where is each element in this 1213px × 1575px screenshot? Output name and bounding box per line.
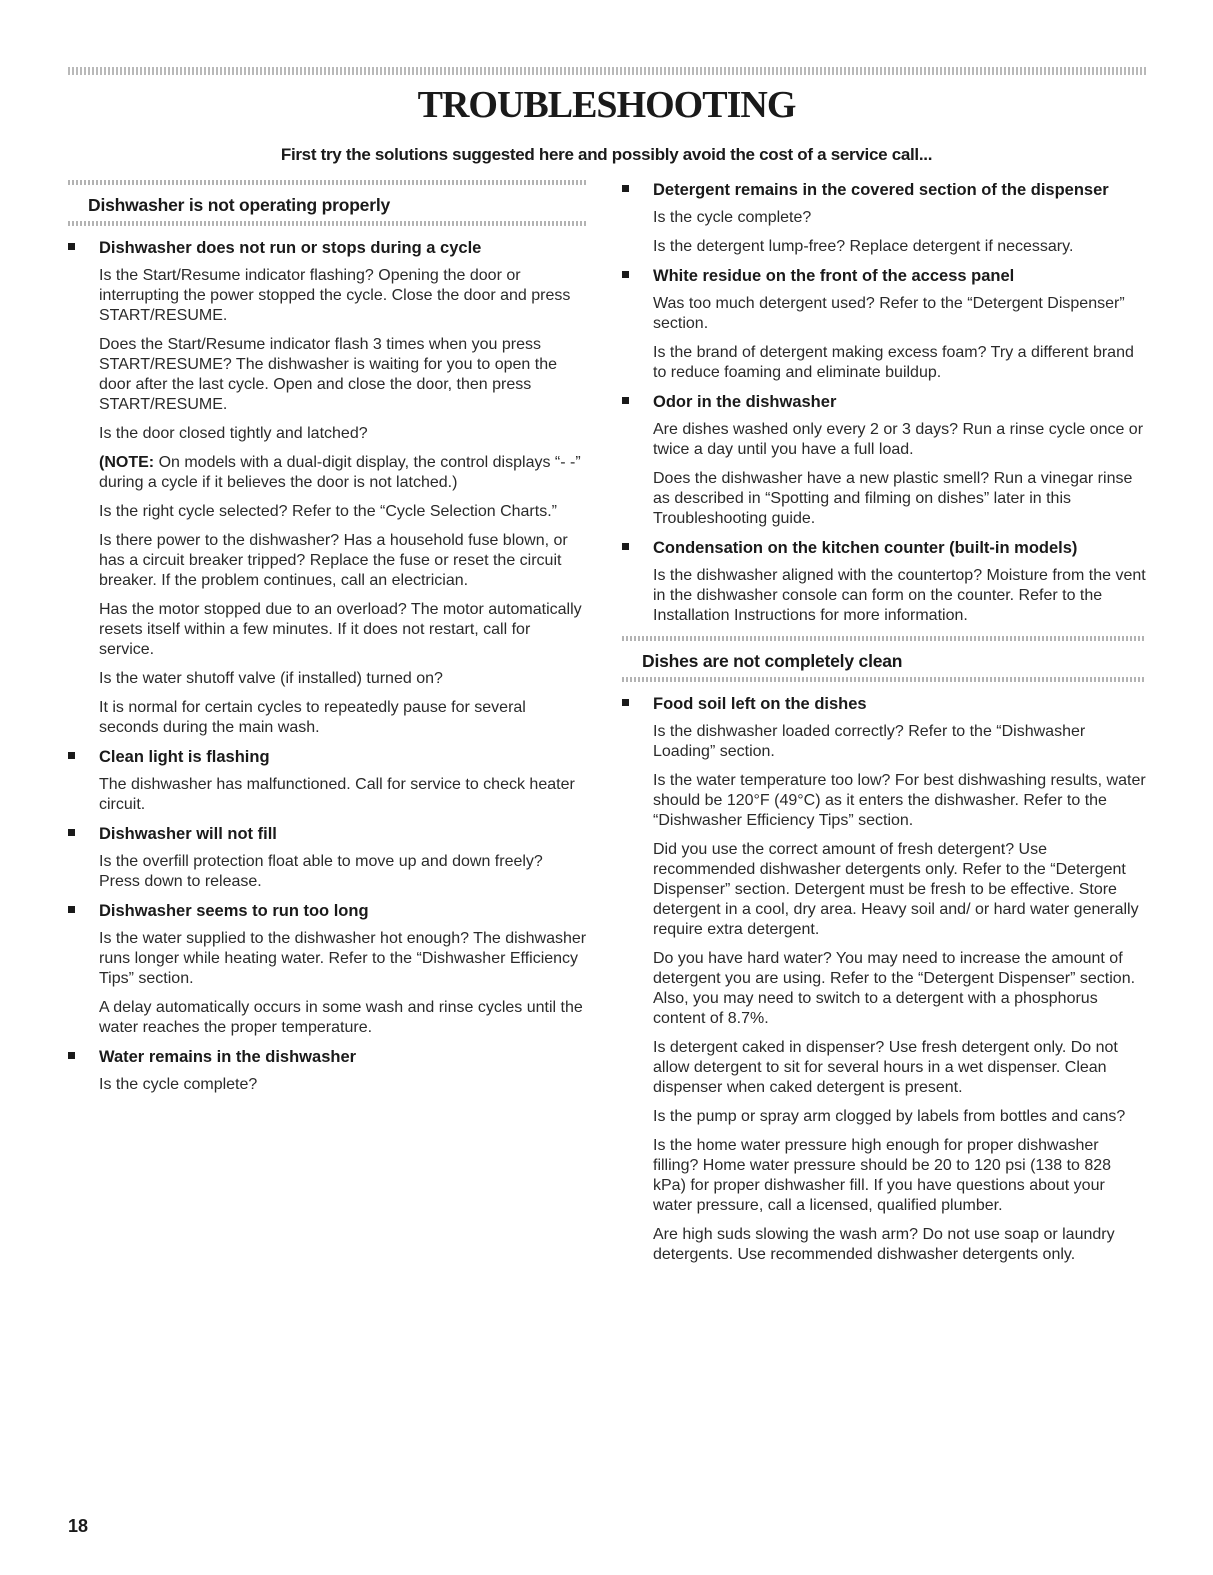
item-heading: Condensation on the kitchen counter (built-in models) <box>653 539 1078 557</box>
troubleshooting-item <box>622 180 1146 257</box>
page-number: 18 <box>68 1516 89 1536</box>
item-text: Is the Start/Resume indicator flashing? Opening the door or interrupting the power stopped the cycle. Close the door and press START/RESUME. <box>99 267 571 324</box>
item-text: Is the brand of detergent making excess foam? Try a different brand to reduce foaming and eliminate buildup. <box>653 344 1134 381</box>
item-text: Is there power to the dishwasher? Has a household fuse blown, or has a circuit breaker tripped? Replace the fuse or reset the circuit breaker. If the problem continues, call an electrician. <box>99 532 568 589</box>
item-text: Is detergent caked in dispenser? Use fresh detergent only. Do not allow detergent to sit for several hours in a wet dispenser. Clean dispenser when caked detergent is present. <box>653 1039 1118 1096</box>
troubleshooting-item <box>68 901 588 1038</box>
item-text: Is the cycle complete? <box>653 209 812 226</box>
bullet-icon <box>622 543 629 550</box>
troubleshooting-item <box>622 694 1146 1265</box>
bullet-icon <box>68 906 75 913</box>
item-text: Is the water shutoff valve (if installed) turned on? <box>99 670 443 687</box>
section-rule-top <box>68 180 588 185</box>
item-heading: Water remains in the dishwasher <box>99 1048 357 1066</box>
item-text: Is the door closed tightly and latched? <box>99 425 368 442</box>
item-heading: White residue on the front of the access panel <box>653 267 1015 285</box>
item-heading: Clean light is flashing <box>99 748 270 766</box>
troubleshooting-item <box>68 238 588 738</box>
troubleshooting-item <box>68 824 588 892</box>
item-text: Was too much detergent used? Refer to the “Detergent Dispenser” section. <box>653 295 1125 332</box>
troubleshooting-item <box>622 392 1146 529</box>
section-rule-top <box>622 636 1146 641</box>
item-text: Did you use the correct amount of fresh detergent? Use recommended dishwasher detergents only. Refer to the “Detergent Dispenser” section. Detergent must be fresh to be effective. Store detergent in a cool, dry area. Heavy soil and/ or hard water generally require extra detergent. <box>653 841 1139 938</box>
top-dotted-rule <box>68 67 1146 75</box>
item-text: Is the water temperature too low? For best dishwashing results, water should be 120°F (49°C) as it enters the dishwasher. Refer to the “Dishwasher Efficiency Tips” section. <box>653 772 1146 829</box>
item-text: Is the right cycle selected? Refer to the “Cycle Selection Charts.” <box>99 503 557 520</box>
item-heading: Food soil left on the dishes <box>653 695 867 713</box>
item-text: Is the home water pressure high enough for proper dishwasher filling? Home water pressure should be 20 to 120 psi (138 to 828 kPa) for proper dishwasher fill. If you have questions about your water pressure, call a licensed, qualified plumber. <box>653 1137 1112 1214</box>
troubleshooting-item <box>622 538 1146 626</box>
section-title: Dishwasher is not operating properly <box>88 195 391 215</box>
item-text: It is normal for certain cycles to repeatedly pause for several seconds during the main wash. <box>99 699 526 736</box>
page-subtitle: First try the solutions suggested here and possibly avoid the cost of a service call... <box>280 145 933 164</box>
item-text: A delay automatically occurs in some wash and rinse cycles until the water reaches the proper temperature. <box>99 999 583 1036</box>
item-text: Has the motor stopped due to an overload? The motor automatically resets itself within a few minutes. If it does not restart, call for service. <box>99 601 582 658</box>
item-heading: Dishwasher will not fill <box>99 825 277 843</box>
note-body: On models with a dual-digit display, the control displays “- -” during a cycle if it believes the door is not latched.) <box>99 454 581 491</box>
section-header <box>68 180 588 226</box>
troubleshooting-item <box>68 1047 588 1095</box>
bullet-icon <box>68 752 75 759</box>
item-text: Does the Start/Resume indicator flash 3 times when you press START/RESUME? The dishwasher is waiting for you to open the door after the last cycle. Open and close the door, then press START/RESUME. <box>99 336 557 413</box>
bullet-icon <box>622 699 629 706</box>
item-text: The dishwasher has malfunctioned. Call for service to check heater circuit. <box>99 776 575 813</box>
section-title: Dishes are not completely clean <box>642 651 903 671</box>
item-text: Is the dishwasher loaded correctly? Refer to the “Dishwasher Loading” section. <box>653 723 1086 760</box>
section-rule-bottom <box>622 677 1146 682</box>
item-text: Is the water supplied to the dishwasher hot enough? The dishwasher runs longer while heating water. Refer to the “Dishwasher Efficiency Tips” section. <box>99 930 587 987</box>
item-text: Do you have hard water? You may need to increase the amount of detergent you are using. Refer to the “Detergent Dispenser” section. Also, you may need to switch to a detergent with a phosphorus content of 8.7%. <box>653 950 1136 1027</box>
troubleshooting-item <box>622 266 1146 383</box>
item-heading: Dishwasher does not run or stops during a cycle <box>99 239 482 257</box>
page-title: TROUBLESHOOTING <box>417 84 796 126</box>
section-rule-bottom <box>68 221 588 226</box>
item-text: Is the pump or spray arm clogged by labels from bottles and cans? <box>653 1108 1126 1125</box>
bullet-icon <box>622 185 629 192</box>
bullet-icon <box>68 243 75 250</box>
item-text: Is the cycle complete? <box>99 1076 258 1093</box>
right-column <box>622 180 1146 1274</box>
troubleshooting-item <box>68 747 588 815</box>
item-text: Is the dishwasher aligned with the countertop? Moisture from the vent in the dishwasher console can form on the counter. Refer to the Installation Instructions for more information. <box>653 567 1146 624</box>
item-text: Is the detergent lump-free? Replace detergent if necessary. <box>653 238 1074 255</box>
bullet-icon <box>68 829 75 836</box>
note-text <box>99 453 588 493</box>
item-text: Does the dishwasher have a new plastic smell? Run a vinegar rinse as described in “Spotting and filming on dishes” later in this Troubleshooting guide. <box>653 470 1133 527</box>
item-text: Are high suds slowing the wash arm? Do not use soap or laundry detergents. Use recommended dishwasher detergents only. <box>653 1226 1115 1263</box>
item-heading: Odor in the dishwasher <box>653 393 837 411</box>
section-header <box>622 636 1146 682</box>
bullet-icon <box>622 397 629 404</box>
item-heading: Dishwasher seems to run too long <box>99 902 369 920</box>
bullet-icon <box>622 271 629 278</box>
item-text: Are dishes washed only every 2 or 3 days? Run a rinse cycle once or twice a day until you have a full load. <box>653 421 1144 458</box>
left-column <box>68 180 588 1104</box>
item-heading: Detergent remains in the covered section of the dispenser <box>653 181 1109 199</box>
item-text: Is the overfill protection float able to move up and down freely? Press down to release. <box>99 853 543 890</box>
note-label: (NOTE: <box>99 454 155 471</box>
bullet-icon <box>68 1052 75 1059</box>
